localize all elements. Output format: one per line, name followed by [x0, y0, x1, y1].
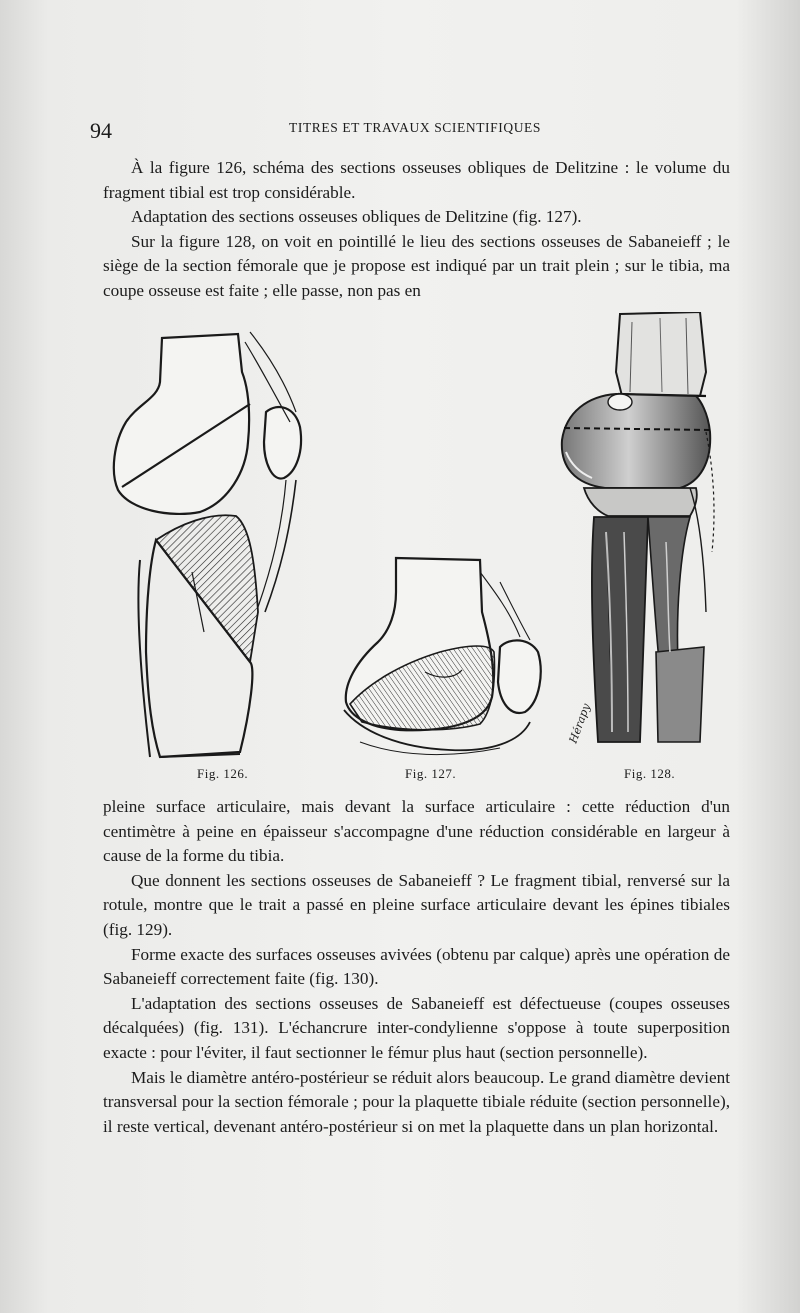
figure-126-drawing — [114, 332, 301, 757]
figure-plate — [100, 312, 740, 782]
running-header — [90, 118, 740, 148]
figure-drawings — [100, 312, 740, 782]
paragraph-fig-128: Sur la figure 128, on voit en pointillé le lieu des sections osseuses de Sabaneieff ; le siège de la section fémorale que je propose est indiqué par un trait plein ; sur le tibia, ma coupe osseuse est faite ; elle passe, non pas en — [103, 231, 730, 300]
text-block-top — [103, 156, 730, 304]
paragraph-fig-126: À la figure 126, schéma des sections osseuses obliques de Delitzine : le volume du fragment tibial est trop considérable. — [103, 158, 730, 202]
text-block-bottom — [103, 795, 730, 1139]
figure-128-drawing — [562, 312, 714, 742]
paragraph-fig-129: Que donnent les sections osseuses de Sabaneieff ? Le fragment tibial, renversé sur la rotule, montre que le trait a passé en pleine surface articulaire devant les épines tibiales (fig. 129). — [103, 870, 730, 939]
paragraph-fig-130: Forme exacte des surfaces osseuses avivées (obtenu par calque) après une opération de Sabaneieff correctement faite (fig. 130). — [103, 944, 730, 989]
paragraph-fig-131: L'adaptation des sections osseuses de Sabaneieff est défectueuse (coupes osseuses décalquées) (fig. 131). L'échancrure inter-condylienne s'oppose à toute superposition exacte : pour l'éviter, il faut sectionner le fémur plus haut (section personnelle). — [103, 993, 730, 1062]
paragraph-fig-127: Adaptation des sections osseuses obliques de Delitzine (fig. 127). — [131, 207, 582, 227]
artist-signature: Hérapy — [566, 701, 593, 746]
running-title: TITRES ET TRAVAUX SCIENTIFIQUES — [289, 120, 541, 135]
paragraph-diameter: Mais le diamètre antéro-postérieur se réduit alors beaucoup. Le grand diamètre devient transversal pour la section fémorale ; pour la plaquette tibiale réduite (section personnelle), il reste vertical, devenant antéro-postérieur si on met la plaquette dans un plan horizontal. — [103, 1067, 730, 1136]
paragraph-continuation: pleine surface articulaire, mais devant la surface articulaire : cette réduction d'un centimètre à peine en épaisseur s'accompagne d'une réduction considérable en largeur à cause de la forme du tibia. — [103, 797, 730, 866]
caption-fig-128: Fig. 128. — [624, 766, 676, 781]
caption-fig-127: Fig. 127. — [405, 766, 457, 781]
figure-127-drawing — [344, 558, 541, 755]
caption-fig-126: Fig. 126. — [197, 766, 249, 781]
page-number: 94 — [90, 118, 112, 143]
